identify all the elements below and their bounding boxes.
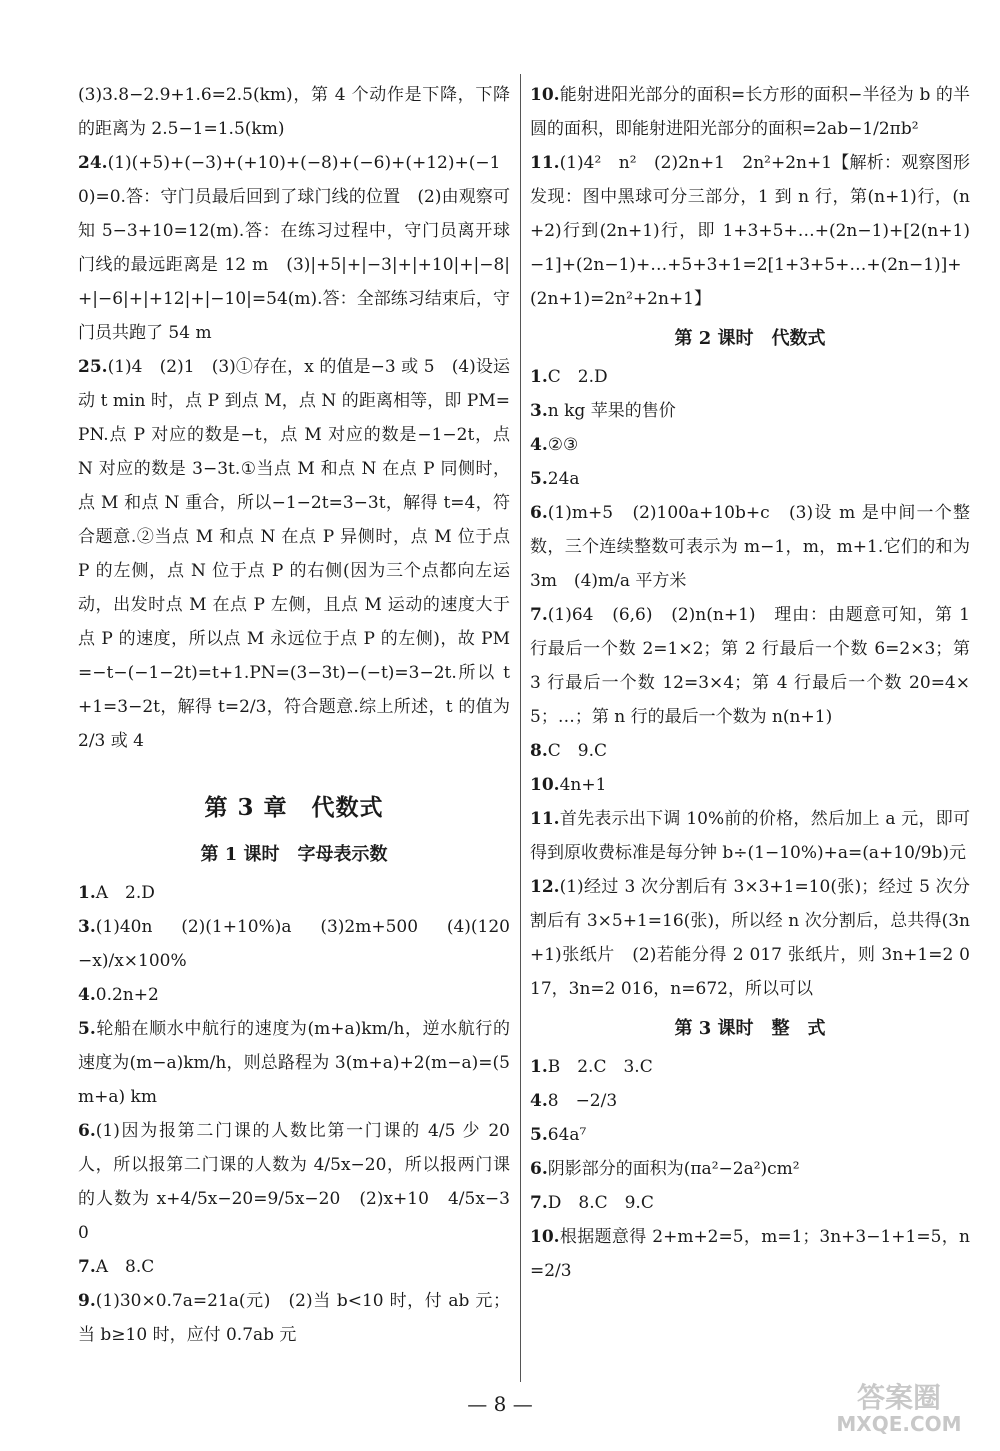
item-text: A 8.C (95, 1257, 155, 1277)
item-number: 6. (530, 1159, 548, 1179)
item-text: (3)3.8−2.9+1.6=2.5(km)，第 4 个动作是下降，下降的距离为 2.5−1=1.5(km) (78, 85, 510, 139)
item-number: 10. (530, 775, 560, 795)
item-text: (1)4² n² (2)2n+1 2n²+2n+1【解析：观察图形发现：图中黑球可分三部分，1 到 n 行，第(n+1)行，(n+2)行到(2n+1)行，即 1+3+5+…+(2n−1)+[2(n+1)−1]+(2n−1)+…+5+3+1=2[1+3+5+…+(2n−1)]+(2n+1)=2n²+2n+1】 (530, 153, 970, 309)
column-divider (520, 74, 521, 1382)
answer-item (530, 360, 970, 394)
item-number: 7. (530, 1193, 548, 1213)
lesson-heading: 第 3 课时 整 式 (674, 1018, 826, 1039)
answer-item (530, 734, 970, 768)
item-number: 5. (78, 1019, 96, 1039)
item-text: C 9.C (547, 741, 607, 761)
item-text: (1)m+5 (2)100a+10b+c (3)设 m 是中间一个整数，三个连续整数可表示为 m−1，m，m+1.它们的和为 3m (4)m/a 平方米 (530, 503, 970, 591)
item-number: 4. (530, 435, 548, 455)
item-text: 轮船在顺水中航行的速度为(m+a)km/h，逆水航行的速度为(m−a)km/h，则总路程为 3(m+a)+2(m−a)=(5m+a) km (78, 1019, 510, 1107)
answer-item (530, 768, 970, 802)
item-text: (1)因为报第二门课的人数比第一门课的 4/5 少 20 人，所以报第二门课的人数为 4/5x−20，所以报两门课的人数为 x+4/5x−20=9/5x−20 (2)x+10 4/5x−30 (78, 1121, 510, 1243)
item-number: 1. (530, 1057, 548, 1077)
answer-item (78, 1284, 510, 1352)
item-text: 64a⁷ (547, 1125, 587, 1145)
answer-item (530, 1084, 970, 1118)
item-number: 24. (78, 153, 108, 173)
answer-item (78, 146, 510, 350)
item-number: 6. (78, 1121, 96, 1141)
answer-item (530, 496, 970, 598)
item-number: 8. (530, 741, 548, 761)
answer-item (78, 910, 510, 978)
svg-text:MXQE.COM: MXQE.COM (836, 1412, 962, 1436)
item-text: 能射进阳光部分的面积=长方形的面积−半径为 b 的半圆的面积，即能射进阳光部分的面积=2ab−1/2πb² (530, 85, 970, 139)
item-text: D 8.C 9.C (547, 1193, 654, 1213)
answer-item (530, 870, 970, 1006)
answer-item (78, 350, 510, 758)
item-text: A 2.D (95, 883, 155, 903)
answer-item (530, 146, 970, 316)
left-column (78, 78, 510, 1352)
item-number: 25. (78, 357, 108, 377)
lesson-heading: 第 1 课时 字母表示数 (200, 844, 388, 865)
item-number: 10. (530, 85, 560, 105)
item-number: 12. (530, 877, 560, 897)
chapter-heading: 第 3 章 代数式 (204, 794, 384, 821)
page-number: — 8 — (467, 1392, 533, 1416)
item-text: B 2.C 3.C (547, 1057, 653, 1077)
item-number: 10. (530, 1227, 560, 1247)
item-number: 5. (530, 1125, 548, 1145)
answer-item (78, 1250, 510, 1284)
answer-item (78, 78, 510, 146)
answer-item (530, 802, 970, 870)
item-text: 0.2n+2 (95, 985, 159, 1005)
item-number: 4. (78, 985, 96, 1005)
item-number: 5. (530, 469, 548, 489)
item-text: 根据题意得 2+m+2=5，m=1；3n+3−1+1=5，n=2/3 (530, 1227, 970, 1281)
item-text: n kg 苹果的售价 (547, 401, 676, 421)
item-number: 3. (78, 917, 96, 937)
answer-item (530, 1118, 970, 1152)
answer-item (530, 78, 970, 146)
item-number: 7. (530, 605, 548, 625)
answer-item (530, 394, 970, 428)
item-number: 4. (530, 1091, 548, 1111)
item-number: 1. (78, 883, 96, 903)
item-text: (1)(+5)+(−3)+(+10)+(−8)+(−6)+(+12)+(−10)=0.答：守门员最后回到了球门线的位置 (2)由观察可知 5−3+10=12(m).答：在练习过程中，守门员离开球门线的最远距离是 12 m (3)|+5|+|−3|+|+10|+|−8|+|−6|+|+12|+|−10|=54(m).答：全部练习结束后，守门员共跑了 54 m (78, 153, 510, 343)
item-text: 首先表示出下调 10%前的价格，然后加上 a 元，即可得到原收费标准是每分钟 b÷(1−10%)+a=(a+10/9b)元 (530, 809, 970, 863)
watermark-logo (824, 1377, 974, 1437)
item-text: 8 −2/3 (547, 1091, 618, 1111)
answer-item (530, 1220, 970, 1288)
answer-item (530, 1186, 970, 1220)
item-text: 24a (547, 469, 580, 489)
item-text: ②③ (547, 435, 579, 455)
item-text: (1)64 (6,6) (2)n(n+1) 理由：由题意可知，第 1 行最后一个数 2=1×2；第 2 行最后一个数 6=2×3；第 3 行最后一个数 12=3×4；第 4 行最后一个数 20=4×5；…；第 n 行的最后一个数为 n(n+1) (530, 605, 970, 727)
item-text: (1)4 (2)1 (3)①存在，x 的值是−3 或 5 (4)设运动 t min 时，点 P 到点 M，点 N 的距离相等，即 PM=PN.点 P 对应的数是−t，点 M 对应的数是−1−2t，点 N 对应的数是 3−3t.①当点 M 和点 N 在点 P 同侧时，点 M 和点 N 重合，所以−1−2t=3−3t，解得 t=4，符合题意.②当点 M 和点 N 在点 P 异侧时，点 M 位于点 P 的左侧，点 N 位于点 P 的右侧(因为三个点都向左运动，出发时点 M 在点 P 左侧，且点 M 运动的速度大于点 P 的速度，所以点 M 永远位于点 P 的左侧)，故 PM=−t−(−1−2t)=t+1.PN=(3−3t)−(−t)=3−2t.所以 t+1=3−2t，解得 t=2/3，符合题意.综上所述，t 的值为 2/3 或 4 (78, 357, 510, 751)
item-text: 4n+1 (559, 775, 607, 795)
answer-item (530, 1050, 970, 1084)
item-number: 7. (78, 1257, 96, 1277)
item-number: 3. (530, 401, 548, 421)
answer-item (78, 876, 510, 910)
item-text: C 2.D (547, 367, 608, 387)
right-column (530, 78, 970, 1288)
answer-item (530, 598, 970, 734)
item-text: (1)经过 3 次分割后有 3×3+1=10(张)；经过 5 次分割后有 3×5+1=16(张)，所以经 n 次分割后，总共得(3n+1)张纸片 (2)若能分得 2 017 张纸片，则 3n+1=2 017，3n=2 016，n=672，所以可以 (530, 877, 970, 999)
answer-item (530, 462, 970, 496)
answer-item (78, 1012, 510, 1114)
item-number: 9. (78, 1291, 96, 1311)
answer-item (78, 978, 510, 1012)
lesson-heading: 第 2 课时 代数式 (674, 328, 826, 349)
svg-text:答案圈: 答案圈 (856, 1381, 942, 1414)
item-text: (1)30×0.7a=21a(元) (2)当 b<10 时，付 ab 元；当 b≥10 时，应付 0.7ab 元 (78, 1291, 510, 1345)
item-number: 6. (530, 503, 548, 523)
item-number: 1. (530, 367, 548, 387)
item-number: 11. (530, 809, 560, 829)
answer-item (530, 428, 970, 462)
answer-item (78, 1114, 510, 1250)
item-text: 阴影部分的面积为(πa²−2a²)cm² (547, 1159, 800, 1179)
answer-item (530, 1152, 970, 1186)
item-text: (1)40n (2)(1+10%)a (3)2m+500 (4)(120−x)/x×100% (78, 917, 510, 971)
item-number: 11. (530, 153, 560, 173)
